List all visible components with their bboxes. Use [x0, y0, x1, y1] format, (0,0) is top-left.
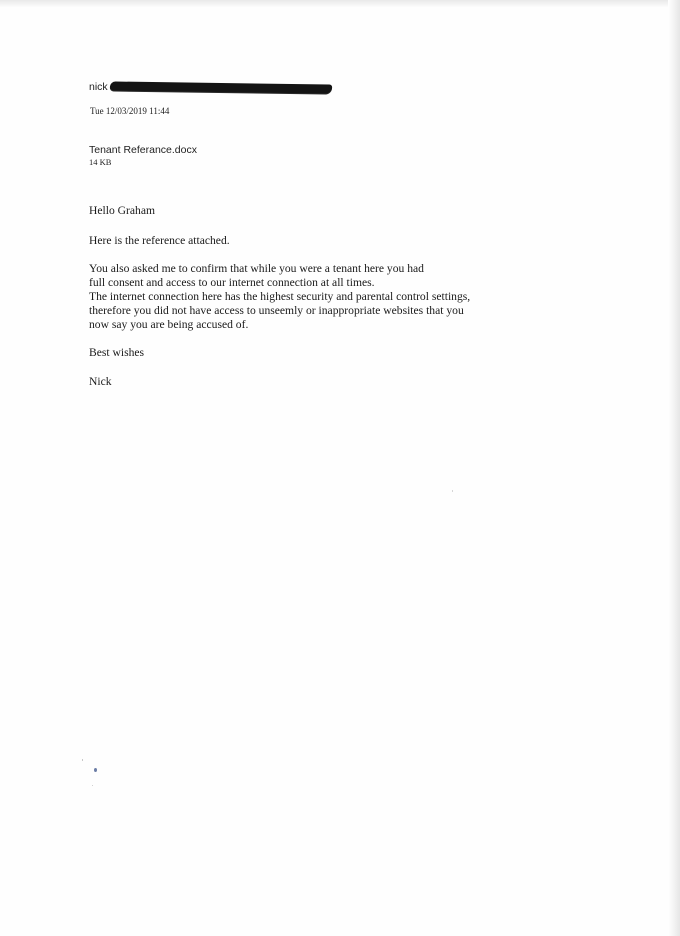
greeting: Hello Graham: [89, 204, 155, 217]
sender-name: nick: [89, 81, 108, 93]
scan-speck: [452, 490, 453, 492]
paragraph-line-5: now say you are being accused of.: [89, 318, 249, 331]
scan-speck: [92, 785, 93, 786]
scan-speck: [82, 759, 83, 761]
attachment-size: 14 KB: [89, 157, 112, 167]
attachment-filename: Tenant Referance.docx: [89, 144, 197, 156]
signature: Nick: [89, 375, 112, 388]
redaction-mark: [109, 81, 332, 93]
paragraph-line-1: You also asked me to confirm that while you were a tenant here you had: [89, 262, 424, 275]
sender-row: [89, 79, 332, 95]
scan-top-edge: [0, 0, 680, 8]
email-datetime: Tue 12/03/2019 11:44: [90, 106, 170, 116]
paragraph-line-3: The internet connection here has the highest security and parental control settings,: [89, 290, 471, 303]
scan-speck: [94, 768, 97, 772]
sign-off: Best wishes: [89, 346, 145, 359]
scan-right-edge: [668, 0, 680, 936]
paragraph-line-2: full consent and access to our internet connection at all times.: [89, 276, 375, 289]
intro-line: Here is the reference attached.: [89, 234, 230, 247]
paragraph-line-4: therefore you did not have access to unseemly or inappropriate websites that you: [89, 304, 464, 317]
